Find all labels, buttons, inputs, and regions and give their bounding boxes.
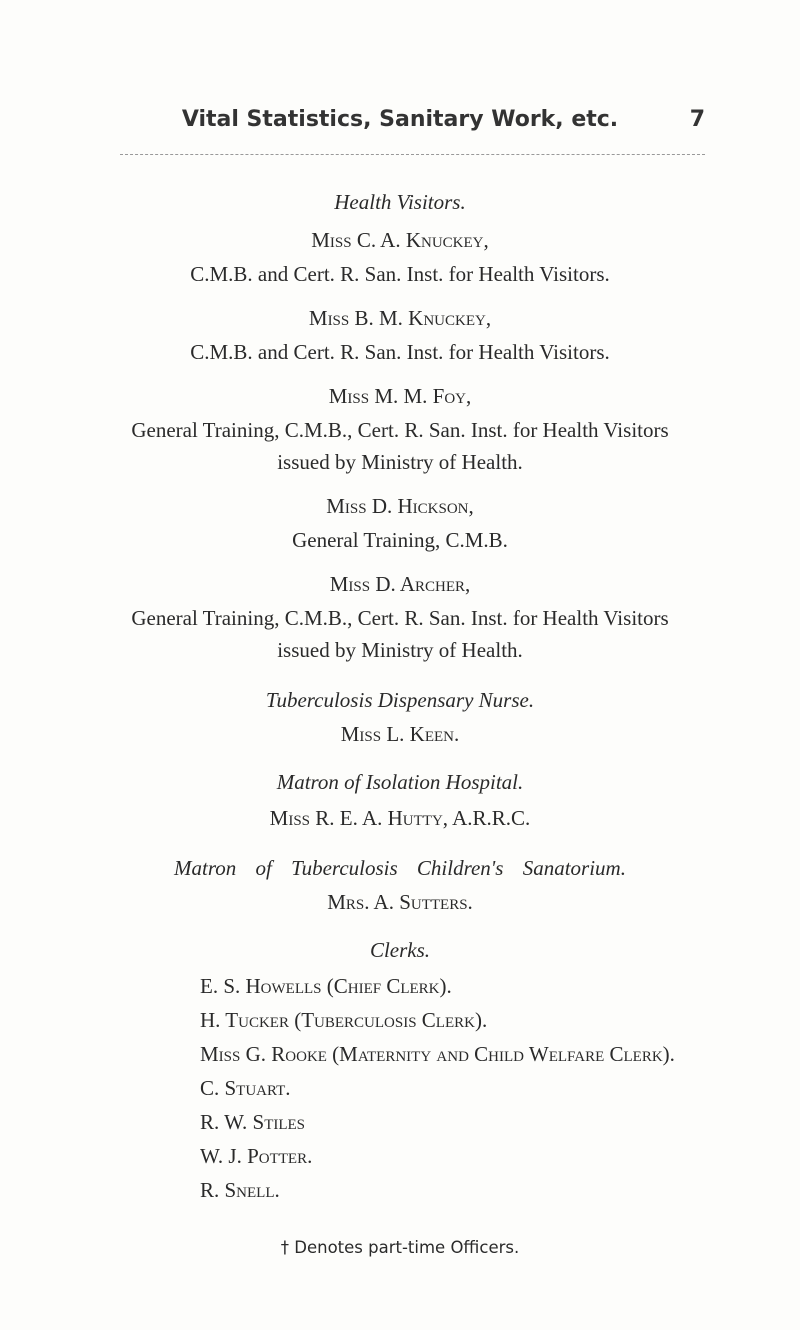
- clerk-item: Miss G. Rooke (Maternity and Child Welfare Clerk).: [200, 1042, 675, 1066]
- section-heading-dispensary-nurse: Tuberculosis Dispensary Nurse.: [265, 688, 535, 712]
- clerk-item: R. W. Stiles: [200, 1110, 306, 1134]
- officer-qualification: issued by Ministry of Health.: [277, 450, 523, 474]
- clerk-item: R. Snell.: [200, 1178, 280, 1202]
- page-header: [0, 107, 800, 147]
- section-heading-sanatorium-matron: Matron of Tuberculosis Children's Sanatorium.: [174, 856, 626, 880]
- page-number: 7: [689, 107, 705, 132]
- clerk-item: W. J. Potter.: [200, 1144, 313, 1168]
- officer-name: Miss R. E. A. Hutty, A.R.R.C.: [269, 806, 531, 830]
- officer-name: Miss L. Keen.: [340, 722, 460, 746]
- officer-qualification: General Training, C.M.B., Cert. R. San. Inst. for Health Visitors: [131, 606, 669, 630]
- officer-qualification: C.M.B. and Cert. R. San. Inst. for Health Visitors.: [190, 340, 610, 364]
- clerk-item: C. Stuart.: [200, 1076, 291, 1100]
- officer-name: Miss D. Archer,: [329, 572, 471, 596]
- footnote: † Denotes part-time Officers.: [280, 1238, 520, 1257]
- officer-name: Miss B. M. Knuckey,: [308, 306, 492, 330]
- officer-qualification: C.M.B. and Cert. R. San. Inst. for Health Visitors.: [190, 262, 610, 286]
- officer-name: Miss M. M. Foy,: [328, 384, 472, 408]
- section-heading-isolation-matron: Matron of Isolation Hospital.: [276, 770, 524, 794]
- running-title: Vital Statistics, Sanitary Work, etc.: [181, 107, 619, 132]
- section-heading-clerks: Clerks.: [369, 938, 431, 962]
- header-rule: [120, 154, 705, 155]
- clerk-item: E. S. Howells (Chief Clerk).: [200, 974, 452, 998]
- officer-qualification: General Training, C.M.B., Cert. R. San. Inst. for Health Visitors: [131, 418, 669, 442]
- section-heading-health-visitors: Health Visitors.: [334, 190, 466, 214]
- officer-qualification: General Training, C.M.B.: [292, 528, 508, 552]
- officer-name: Miss D. Hickson,: [326, 494, 474, 518]
- officer-name: Mrs. A. Sutters.: [327, 890, 473, 914]
- clerk-item: H. Tucker (Tuberculosis Clerk).: [200, 1008, 488, 1032]
- officer-name: Miss C. A. Knuckey,: [311, 228, 489, 252]
- officer-qualification: issued by Ministry of Health.: [277, 638, 523, 662]
